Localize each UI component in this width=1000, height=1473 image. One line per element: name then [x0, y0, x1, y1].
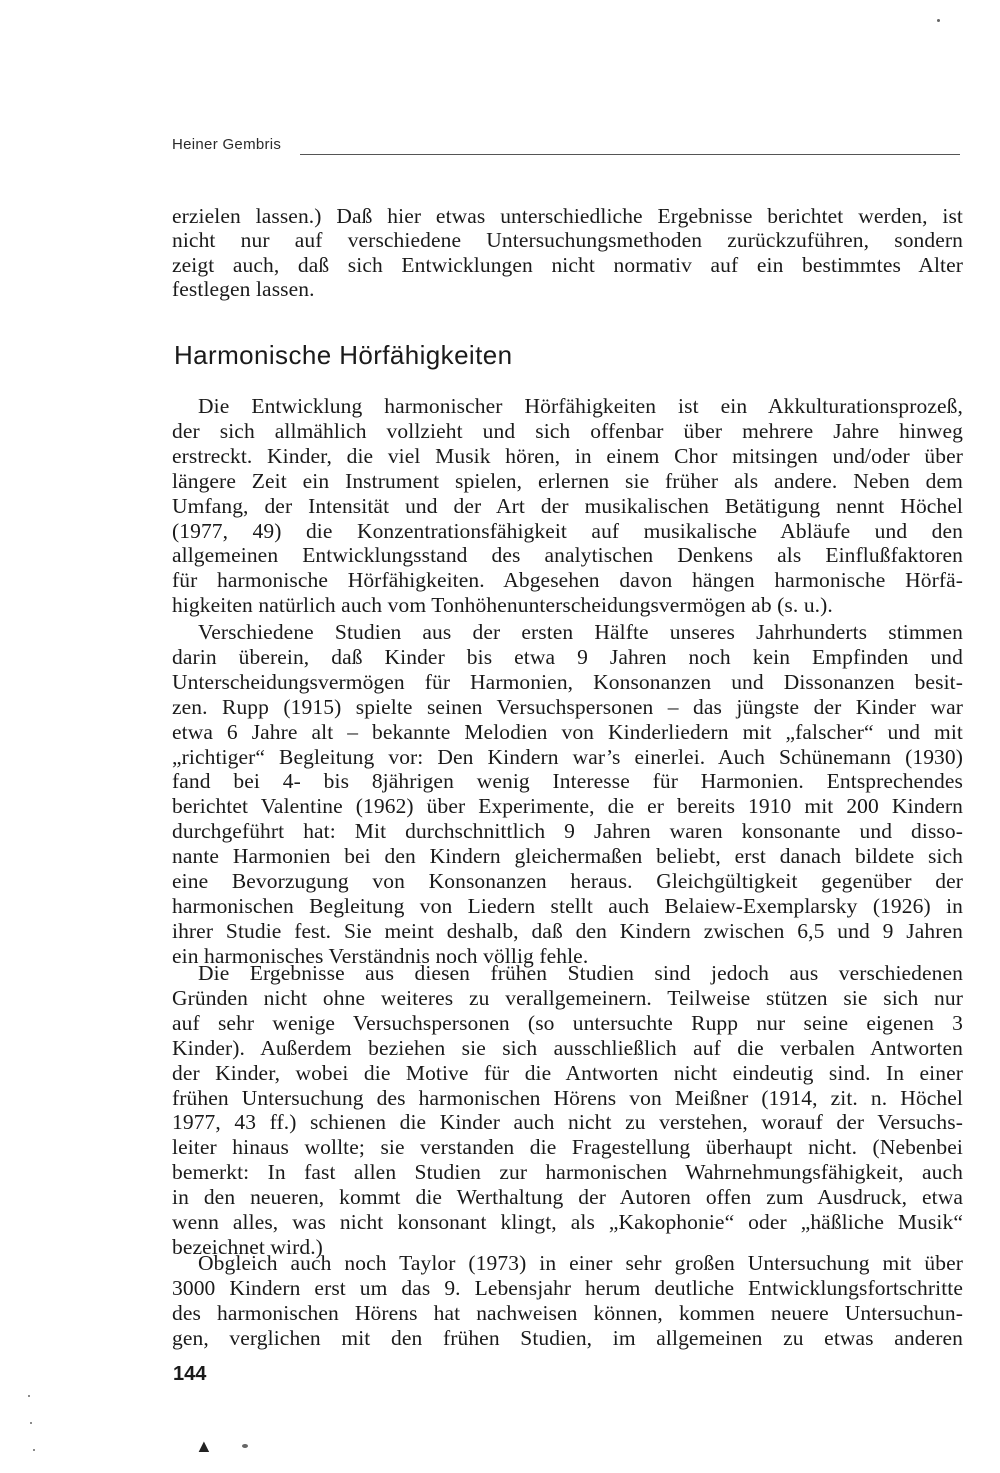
text-line: wenn alles, was nicht konsonant klingt, als „Kakophonie“ oder „häßliche Musik“	[172, 1210, 963, 1234]
text-line: leiter hinaus wollte; sie verstanden die Fragestellung überhaupt nicht. (Nebenbei	[172, 1135, 963, 1159]
text-line: Umfang, der Intensität und der Art der musikalischen Betätigung nennt Höchel	[172, 494, 963, 518]
text-line: Verschiedene Studien aus der ersten Hälfte unseres Jahrhunderts stimmen	[198, 620, 963, 644]
text-line: gen, verglichen mit den frühen Studien, im allgemeinen zu etwas anderen	[172, 1326, 963, 1350]
text-line: Unterscheidungsvermögen für Harmonien, Konsonanzen und Dissonanzen besit-	[172, 670, 963, 694]
text-line: darin überein, daß Kinder bis etwa 9 Jahren noch kein Empfinden und	[172, 645, 963, 669]
text-line: „richtiger“ Begleitung vor: Den Kindern war’s einerlei. Auch Schünemann (1930)	[172, 745, 963, 769]
scan-speck	[30, 1422, 32, 1424]
text-line: bemerkt: In fast allen Studien zur harmonischen Wahrnehmungsfähigkeit, auch	[172, 1160, 963, 1184]
text-line: festlegen lassen.	[172, 277, 315, 301]
text-line: nante Harmonien bei den Kindern gleichermaßen beliebt, erst danach bildete sich	[172, 844, 963, 868]
text-line: (1977, 49) die Konzentrationsfähigkeit auf musikalische Abläufe und den	[172, 519, 963, 543]
text-line: der Kinder, wobei die Motive für die Antworten nicht eindeutig sind. In einer	[172, 1061, 963, 1085]
text-line: fand bei 4- bis 8jährigen wenig Interesse für Harmonien. Entsprechendes	[172, 769, 963, 793]
text-line: Die Entwicklung harmonischer Hörfähigkeiten ist ein Akkulturationsprozeß,	[198, 394, 963, 418]
header-rule	[300, 154, 960, 155]
text-line: higkeiten natürlich auch vom Tonhöhenunterscheidungsvermögen ab (s. u.).	[172, 593, 833, 617]
text-line: zeigt auch, daß sich Entwicklungen nicht normativ auf ein bestimmtes Alter	[172, 253, 963, 277]
text-line: durchgeführt hat: Mit durchschnittlich 9 Jahren waren konsonante und disso-	[172, 819, 963, 843]
text-line: ihrer Studie fest. Sie meint deshalb, daß den Kindern zwischen 6,5 und 9 Jahren	[172, 919, 963, 943]
text-line: bezeichnet wird.)	[172, 1235, 323, 1259]
text-line: erstreckt. Kinder, die viel Musik hören, in einem Chor mitsingen und/oder über	[172, 444, 963, 468]
text-line: auf sehr wenige Versuchspersonen (so untersuchte Rupp nur seine eigenen 3	[172, 1011, 963, 1035]
page-number: 144	[173, 1363, 207, 1385]
text-line: eine Bevorzugung von Konsonanzen heraus. Gleichgültigkeit gegenüber der	[172, 869, 963, 893]
text-line: Kinder). Außerdem beziehen sie sich ausschließlich auf die verbalen Antworten	[172, 1036, 963, 1060]
text-line: Die Ergebnisse aus diesen frühen Studien sind jedoch aus verschiedenen	[198, 961, 963, 985]
text-line: Gründen nicht ohne weiteres zu verallgemeinern. Teilweise stützen sie sich nur	[172, 986, 963, 1010]
text-line: harmonischen Begleitung von Liedern stellt auch Belaiew-Exemplarsky (1926) in	[172, 894, 963, 918]
text-line: 3000 Kindern erst um das 9. Lebensjahr herum deutliche Entwicklungsfortschritte	[172, 1276, 963, 1300]
text-line: der sich allmählich vollzieht und sich offenbar über mehrere Jahre hinweg	[172, 419, 963, 443]
scan-speck	[242, 1444, 248, 1448]
running-head: Heiner Gembris	[172, 136, 282, 153]
text-line: nicht nur auf verschiedene Untersuchungsmethoden zurückzuführen, sondern	[172, 228, 963, 252]
text-line: 1977, 43 ff.) schienen die Kinder auch nicht zu verstehen, worauf der Versuchs-	[172, 1110, 963, 1134]
text-line: in den neueren, kommt die Werthaltung der Autoren offen zum Ausdruck, etwa	[172, 1185, 963, 1209]
text-line: frühen Untersuchung des harmonischen Hörens von Meißner (1914, zit. n. Höchel	[172, 1086, 963, 1110]
section-title: Harmonische Hörfähigkeiten	[174, 340, 513, 370]
text-line: des harmonischen Hörens hat nachweisen können, kommen neuere Untersuchun-	[172, 1301, 963, 1325]
text-line: Obgleich auch noch Taylor (1973) in einer sehr großen Untersuchung mit über	[198, 1251, 963, 1275]
text-line: zen. Rupp (1915) spielte seinen Versuchspersonen – das jüngste der Kinder war	[172, 695, 963, 719]
text-line: allgemeinen Entwicklungsstand des analytischen Denkens als Einflußfaktoren	[172, 543, 963, 567]
text-line: für harmonische Hörfähigkeiten. Abgesehen davon hängen harmonische Hörfä-	[172, 568, 963, 592]
text-line: erzielen lassen.) Daß hier etwas unterschiedliche Ergebnisse berichtet werden, ist	[172, 204, 963, 228]
scan-speck	[33, 1449, 35, 1451]
scan-speck	[937, 19, 940, 22]
text-line: etwa 6 Jahre alt – bekannte Melodien von Kinderliedern mit „falscher“ und mit	[172, 720, 963, 744]
text-line: längere Zeit ein Instrument spielen, erlernen sie früher als andere. Neben dem	[172, 469, 963, 493]
scan-artifact-triangle: ▲	[195, 1436, 213, 1456]
text-line: ein harmonisches Verständnis noch völlig fehle.	[172, 944, 589, 968]
text-line: berichtet Valentine (1962) über Experimente, die er bereits 1910 mit 200 Kindern	[172, 794, 963, 818]
scan-artifact-marks	[195, 1436, 213, 1457]
scan-speck	[28, 1395, 30, 1397]
